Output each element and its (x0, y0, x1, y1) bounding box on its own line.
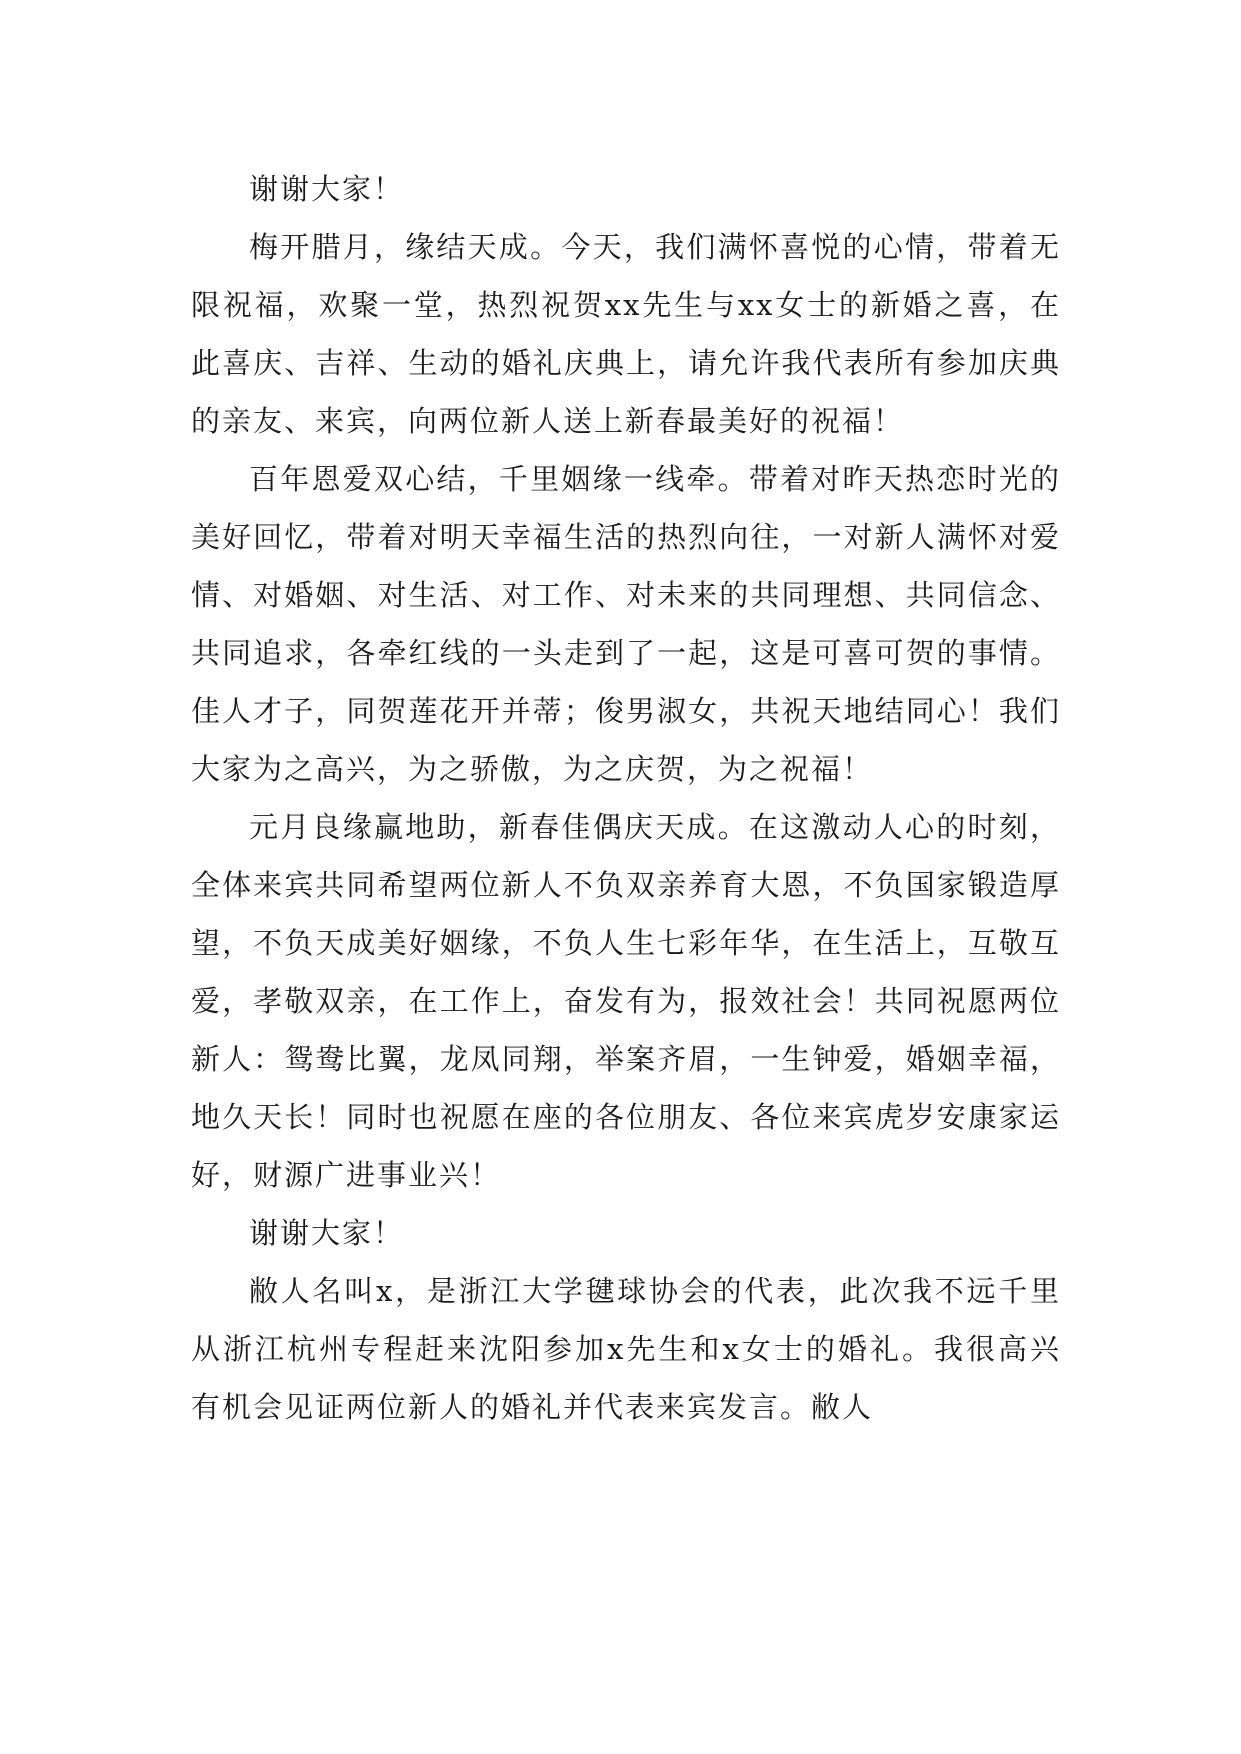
paragraph-blessing-2: 百年恩爱双心结，千里姻缘一线牵。带着对昨天热恋时光的美好回忆，带着对明天幸福生活的热烈向往，一对新人满怀对爱情、对婚姻、对生活、对工作、对未来的共同理想、共同信念、共同追求，各牵红线的一头走到了一起，这是可喜可贺的事情。佳人才子，同贺莲花开并蒂；俊男淑女，共祝天地结同心！我们大家为之高兴，为之骄傲，为之庆贺，为之祝福！ (191, 462, 1061, 786)
paragraph-speaker-intro: 敝人名叫x，是浙江大学毽球协会的代表，此次我不远千里从浙江杭州专程赶来沈阳参加x先生和x女士的婚礼。我很高兴有机会见证两位新人的婚礼并代表来宾发言。敝人 (191, 1274, 1061, 1424)
paragraph-thanks-2: 谢谢大家！ (249, 1216, 405, 1250)
paragraph-thanks-1: 谢谢大家！ (249, 172, 405, 206)
paragraph-blessing-3: 元月良缘赢地助，新春佳偶庆天成。在这激动人心的时刻，全体来宾共同希望两位新人不负双亲养育大恩，不负国家锻造厚望，不负天成美好姻缘，不负人生七彩年华，在生活上，互敬互爱，孝敬双亲，在工作上，奋发有为，报效社会！共同祝愿两位新人：鸳鸯比翼，龙凤同翔，举案齐眉，一生钟爱，婚姻幸福，地久天长！同时也祝愿在座的各位朋友、各位来宾虎岁安康家运好，财源广进事业兴！ (191, 810, 1061, 1192)
paragraph-blessing-1: 梅开腊月，缘结天成。今天，我们满怀喜悦的心情，带着无限祝福，欢聚一堂，热烈祝贺xx先生与xx女士的新婚之喜，在此喜庆、吉祥、生动的婚礼庆典上，请允许我代表所有参加庆典的亲友、来宾，向两位新人送上新春最美好的祝福！ (191, 230, 1061, 438)
document-body (191, 160, 1061, 1436)
